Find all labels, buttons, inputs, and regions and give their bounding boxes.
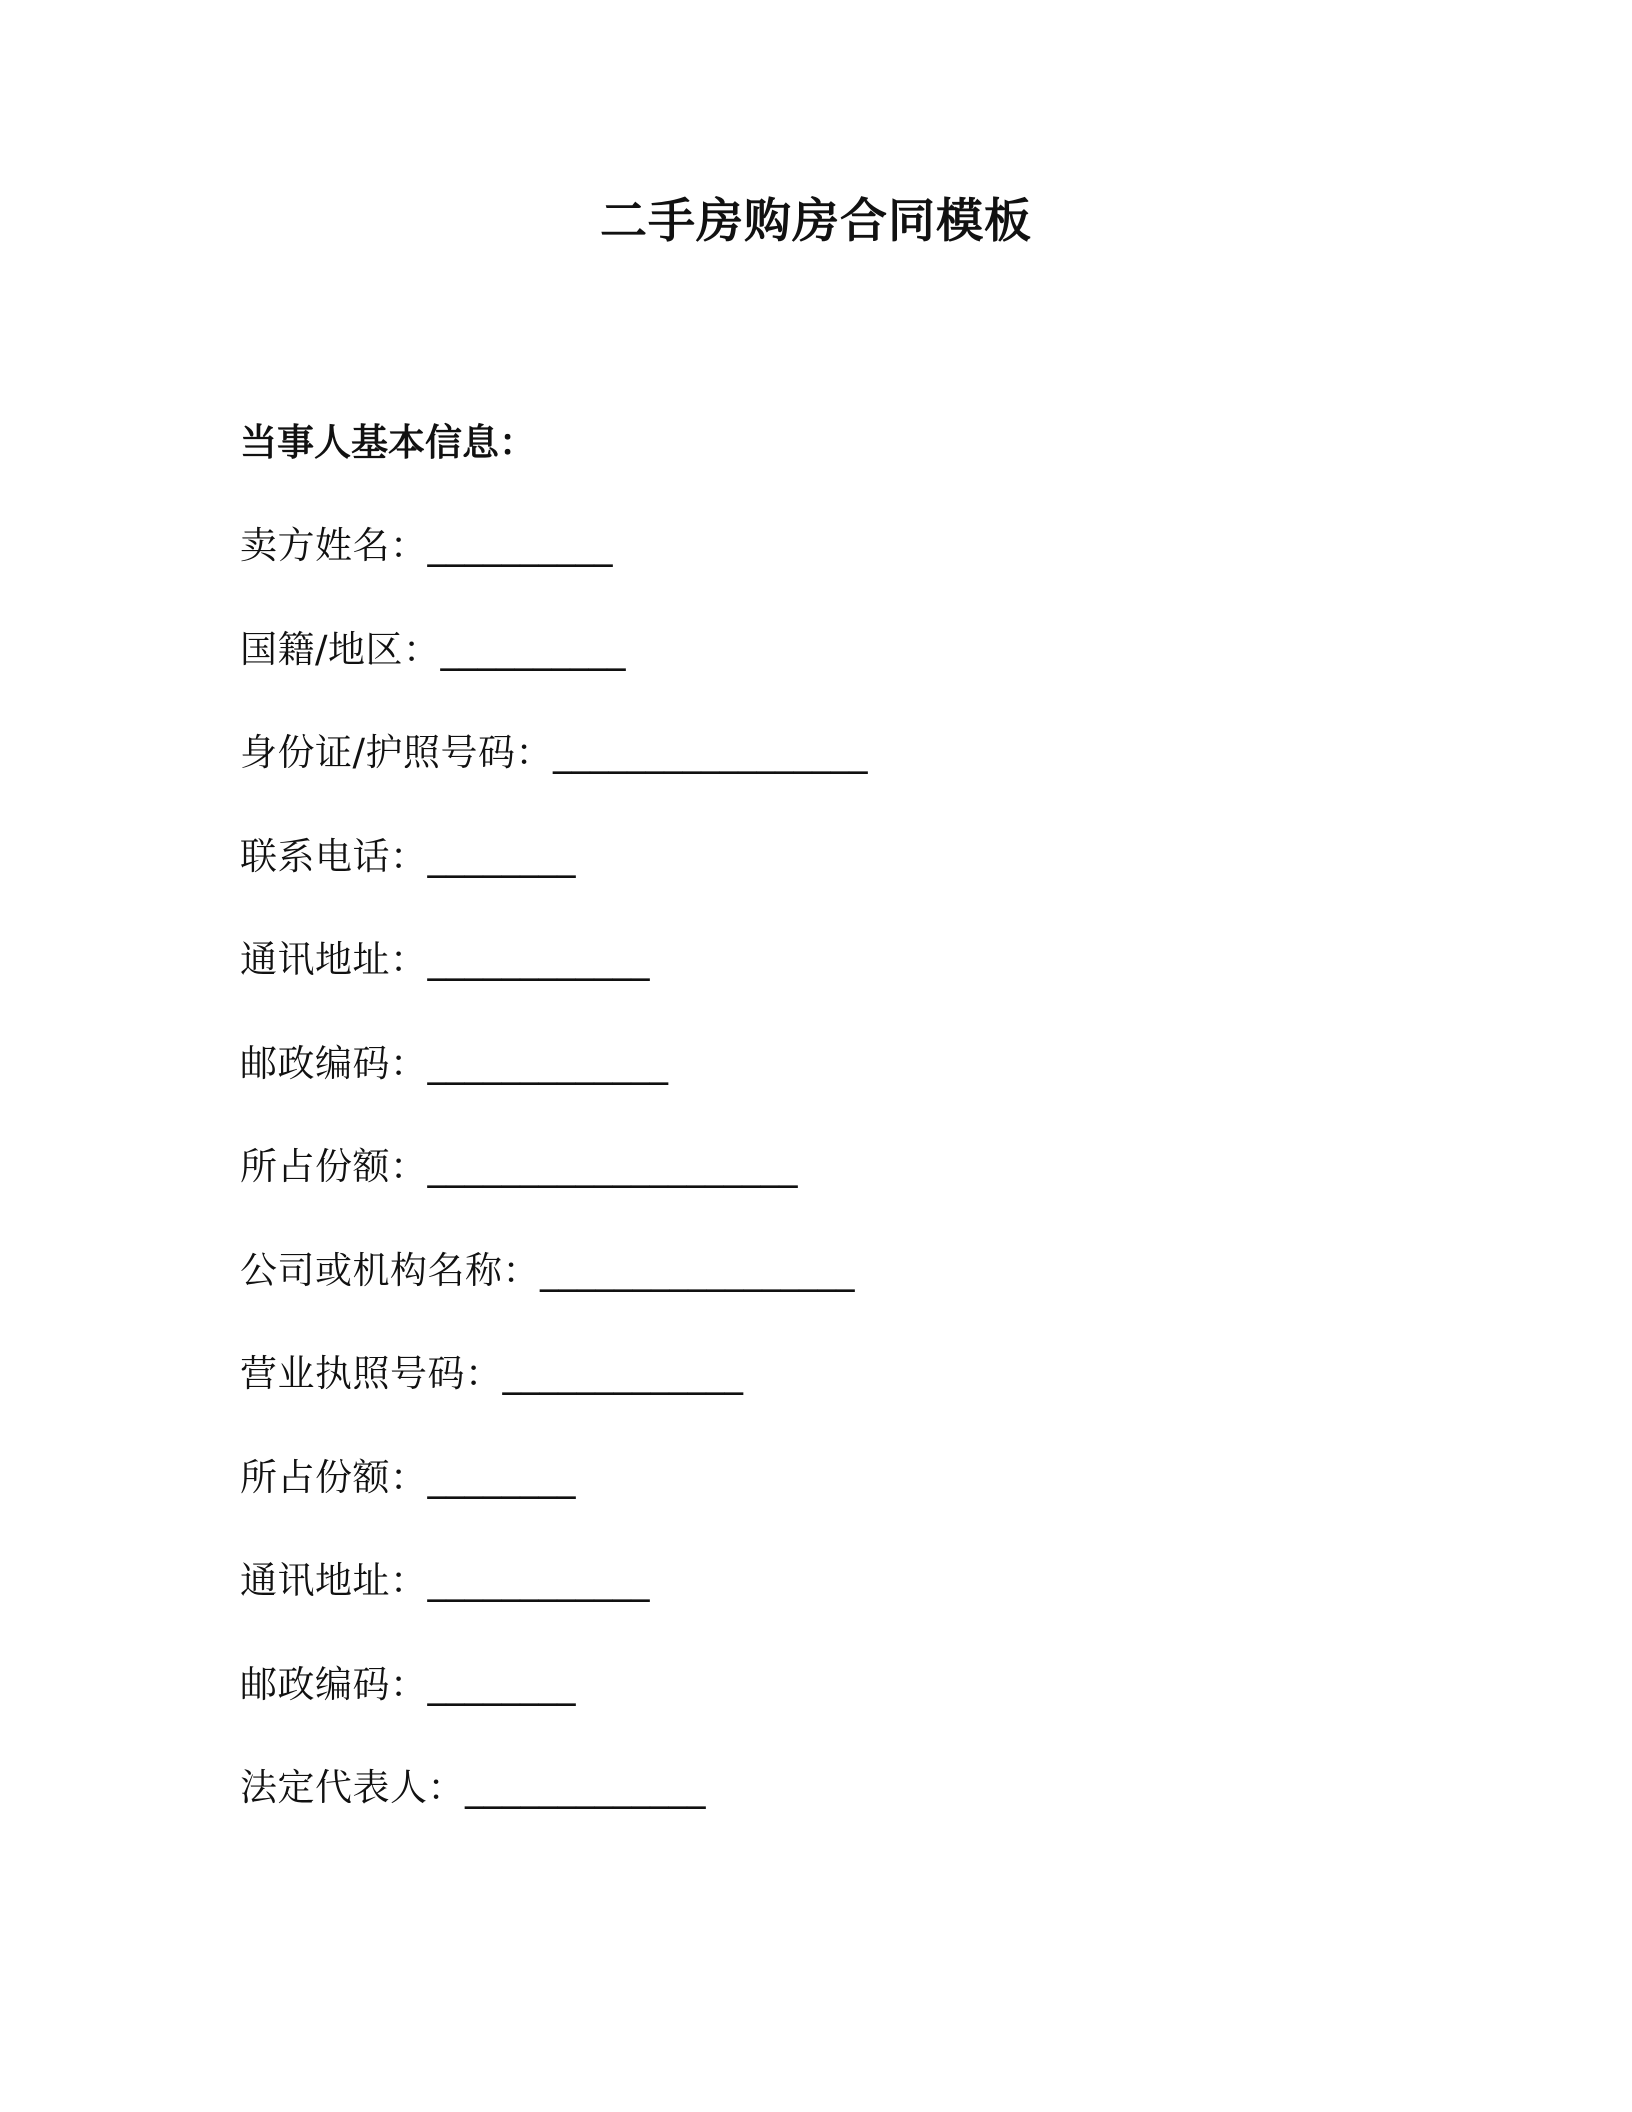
field-blank: _________________ bbox=[552, 731, 868, 774]
field-label: 公司或机构名称： bbox=[240, 1248, 540, 1292]
field-blank: _____________ bbox=[465, 1766, 706, 1809]
field-legal-representative bbox=[240, 1763, 1440, 1867]
party-info-fields bbox=[240, 521, 1440, 1867]
field-blank: _____________ bbox=[502, 1352, 743, 1395]
field-share-company bbox=[240, 1453, 1440, 1557]
field-seller-name bbox=[240, 521, 1440, 625]
field-blank: __________ bbox=[440, 627, 626, 671]
field-blank: ________ bbox=[427, 1455, 576, 1499]
field-blank: _________________ bbox=[540, 1248, 855, 1292]
field-postal-code-company bbox=[240, 1660, 1440, 1764]
field-label: 国籍/地区： bbox=[240, 627, 441, 671]
field-company-name bbox=[240, 1246, 1440, 1350]
field-label: 所占份额： bbox=[240, 1455, 428, 1499]
field-label: 卖方姓名： bbox=[240, 524, 428, 567]
field-blank: ____________________ bbox=[427, 1145, 798, 1188]
field-mailing-address-company bbox=[240, 1556, 1440, 1660]
field-label: 联系电话： bbox=[240, 834, 428, 878]
section-heading-party-info: 当事人基本信息： bbox=[240, 421, 536, 464]
field-label: 营业执照号码： bbox=[240, 1352, 503, 1395]
field-label: 通讯地址： bbox=[240, 938, 428, 981]
field-blank: ____________ bbox=[427, 1559, 650, 1602]
field-blank: __________ bbox=[427, 524, 613, 567]
field-blank: ________ bbox=[427, 834, 576, 878]
field-blank: ________ bbox=[427, 1662, 576, 1706]
field-phone bbox=[240, 832, 1440, 936]
document-title: 二手房购房合同模板 bbox=[600, 194, 1032, 249]
field-business-license-number bbox=[240, 1349, 1440, 1453]
field-mailing-address bbox=[240, 935, 1440, 1039]
field-blank: ____________ bbox=[427, 938, 650, 981]
field-share bbox=[240, 1142, 1440, 1246]
field-label: 通讯地址： bbox=[240, 1559, 428, 1602]
field-label: 身份证/护照号码： bbox=[240, 731, 553, 774]
field-label: 法定代表人： bbox=[240, 1766, 465, 1809]
field-nationality-region bbox=[240, 625, 1440, 729]
field-label: 所占份额： bbox=[240, 1145, 428, 1188]
field-label: 邮政编码： bbox=[240, 1041, 428, 1085]
field-label: 邮政编码： bbox=[240, 1662, 428, 1706]
field-blank: _____________ bbox=[427, 1041, 668, 1085]
field-postal-code bbox=[240, 1039, 1440, 1143]
field-id-passport-number bbox=[240, 728, 1440, 832]
